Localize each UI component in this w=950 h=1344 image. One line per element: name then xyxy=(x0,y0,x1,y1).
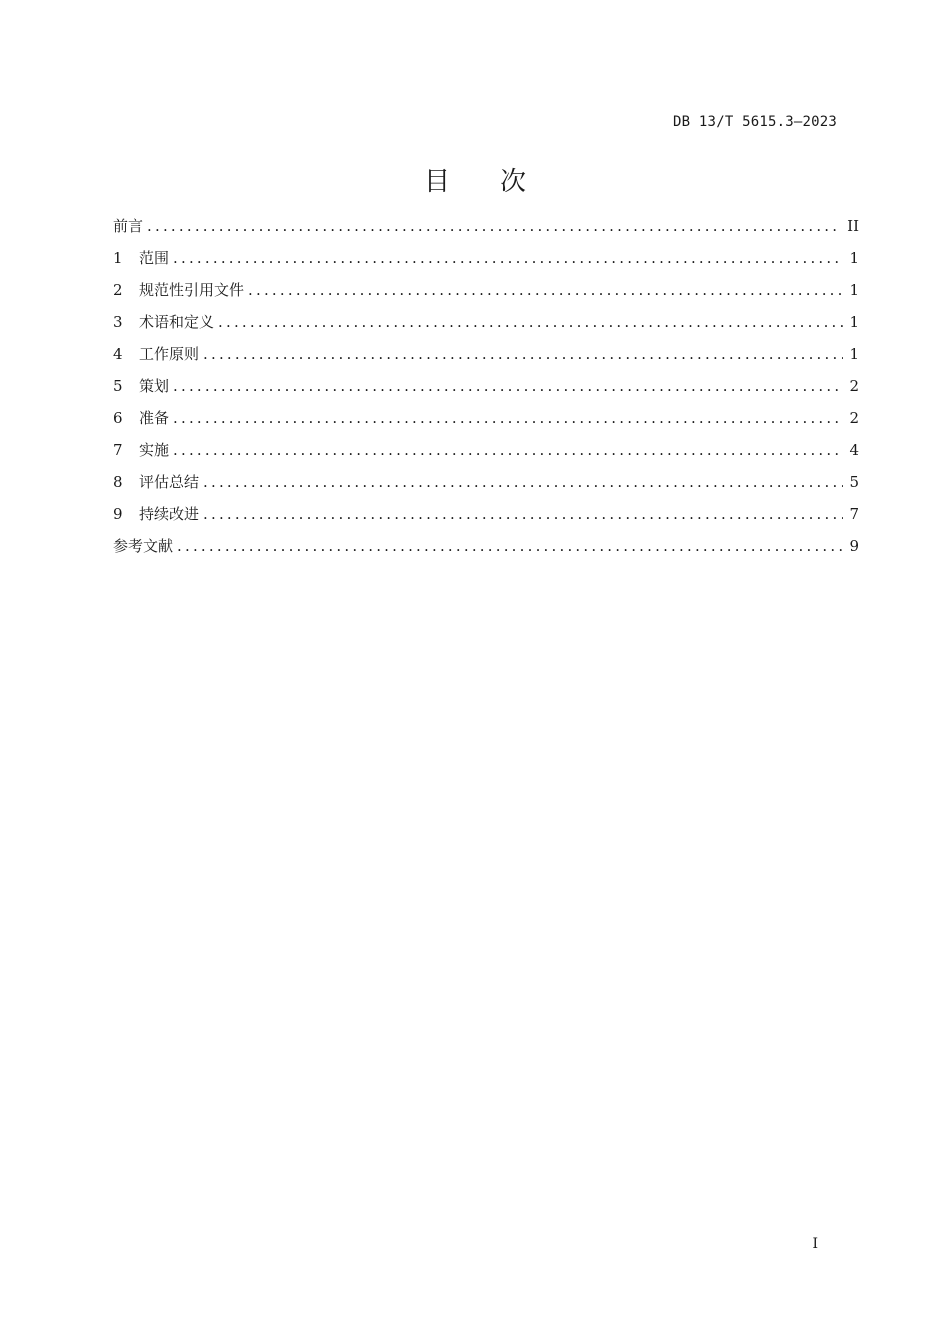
toc-entry-label: 术语和定义 xyxy=(139,313,215,331)
toc-entry-page: 1 xyxy=(849,313,859,331)
toc-leader-dots xyxy=(203,500,843,528)
toc-entry-foreword[interactable] xyxy=(113,212,859,244)
toc-entry-label: 规范性引用文件 xyxy=(139,281,245,299)
toc-entry-label: 范围 xyxy=(139,249,170,267)
toc-entry-normative-references[interactable] xyxy=(113,276,859,308)
toc-entry-label: 前言 xyxy=(113,217,144,235)
page-number: I xyxy=(812,1236,818,1252)
toc-entry-page: 2 xyxy=(849,377,859,395)
toc-entry-label: 工作原则 xyxy=(139,345,200,363)
toc-entry-label: 评估总结 xyxy=(139,473,200,491)
toc-entry-number: 9 xyxy=(113,505,123,523)
toc-entry-scope[interactable] xyxy=(113,244,859,276)
toc-entry-number: 8 xyxy=(113,473,123,491)
toc-entry-number: 7 xyxy=(113,441,123,459)
toc-leader-dots xyxy=(173,244,843,272)
toc-entry-page: 4 xyxy=(849,441,859,459)
title-char-1: 目 xyxy=(423,167,450,198)
toc-entry-number: 3 xyxy=(113,313,123,331)
page-title xyxy=(0,161,950,198)
toc-leader-dots xyxy=(173,372,843,400)
table-of-contents xyxy=(113,212,859,564)
toc-entry-planning[interactable] xyxy=(113,372,859,404)
toc-entry-preparation[interactable] xyxy=(113,404,859,436)
toc-entry-page: 5 xyxy=(849,473,859,491)
toc-entry-evaluation[interactable] xyxy=(113,468,859,500)
toc-entry-page: II xyxy=(847,217,859,235)
toc-leader-dots xyxy=(203,468,843,496)
toc-leader-dots xyxy=(203,340,843,368)
toc-entry-page: 1 xyxy=(849,281,859,299)
toc-leader-dots xyxy=(173,436,843,464)
toc-entry-number: 6 xyxy=(113,409,123,427)
toc-entry-page: 1 xyxy=(849,249,859,267)
toc-entry-label: 准备 xyxy=(139,409,170,427)
toc-leader-dots xyxy=(177,532,843,560)
toc-entry-page: 9 xyxy=(849,537,859,555)
toc-entry-label: 实施 xyxy=(139,441,170,459)
toc-entry-improvement[interactable] xyxy=(113,500,859,532)
toc-entry-principles[interactable] xyxy=(113,340,859,372)
toc-entry-page: 1 xyxy=(849,345,859,363)
toc-entry-label: 参考文献 xyxy=(113,537,174,555)
toc-leader-dots xyxy=(173,404,843,432)
toc-entry-page: 7 xyxy=(849,505,859,523)
toc-entry-label: 策划 xyxy=(139,377,170,395)
toc-leader-dots xyxy=(248,276,843,304)
document-code: DB 13/T 5615.3—2023 xyxy=(673,114,837,130)
toc-entry-label: 持续改进 xyxy=(139,505,200,523)
toc-entry-number: 1 xyxy=(113,249,123,267)
toc-entry-number: 5 xyxy=(113,377,123,395)
toc-entry-implementation[interactable] xyxy=(113,436,859,468)
toc-leader-dots xyxy=(147,212,841,240)
toc-entry-number: 4 xyxy=(113,345,123,363)
toc-entry-page: 2 xyxy=(849,409,859,427)
toc-leader-dots xyxy=(218,308,843,336)
toc-entry-terms-definitions[interactable] xyxy=(113,308,859,340)
toc-entry-bibliography[interactable] xyxy=(113,532,859,564)
title-char-2: 次 xyxy=(500,167,527,198)
toc-entry-number: 2 xyxy=(113,281,123,299)
